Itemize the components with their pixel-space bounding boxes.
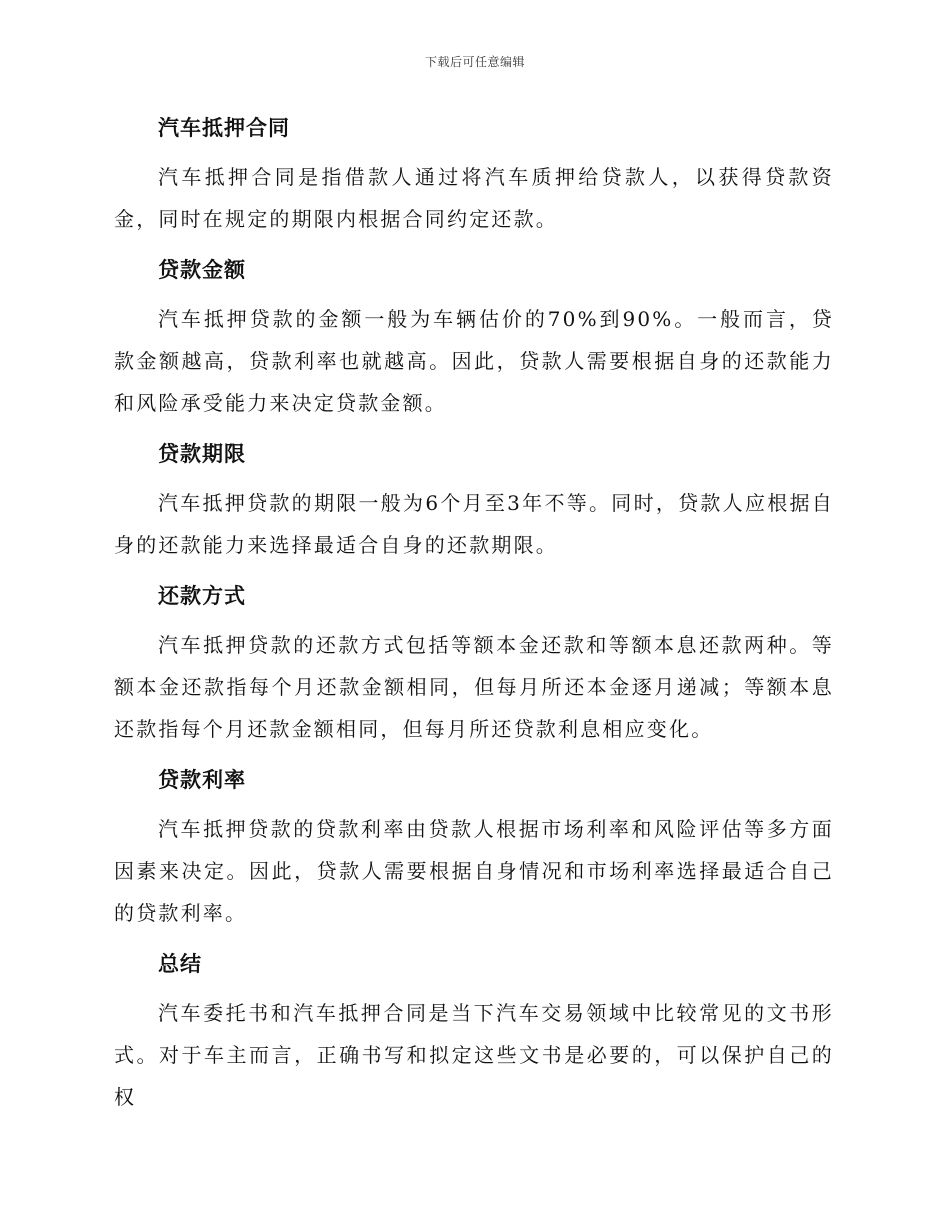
- section-heading: 总结: [158, 951, 202, 976]
- section-heading: 贷款金额: [158, 257, 246, 282]
- section-paragraph: 汽车抵押合同是指借款人通过将汽车质押给贷款人，以获得贷款资金，同时在规定的期限内根据合同约定还款。: [114, 165, 834, 231]
- section-paragraph: 汽车抵押贷款的期限一般为6个月至3年不等。同时，贷款人应根据自身的还款能力来选择最适合自身的还款期限。: [114, 491, 834, 557]
- page-header: 下载后可任意编辑: [424, 55, 525, 69]
- section-paragraph: 汽车抵押贷款的还款方式包括等额本金还款和等额本息还款两种。等额本金还款指每个月还款金额相同，但每月所还本金逐月递减；等额本息还款指每个月还款金额相同，但每月所还贷款利息相应变化。: [114, 633, 834, 741]
- section-heading: 汽车抵押合同: [158, 115, 290, 140]
- section-paragraph: 汽车抵押贷款的金额一般为车辆估价的70%到90%。一般而言，贷款金额越高，贷款利率也就越高。因此，贷款人需要根据自身的还款能力和风险承受能力来决定贷款金额。: [114, 307, 834, 415]
- section-heading: 还款方式: [158, 583, 246, 608]
- section-heading: 贷款期限: [158, 441, 246, 466]
- section-paragraph: 汽车抵押贷款的贷款利率由贷款人根据市场利率和风险评估等多方面因素来决定。因此，贷款人需要根据自身情况和市场利率选择最适合自己的贷款利率。: [114, 817, 834, 925]
- section-paragraph: 汽车委托书和汽车抵押合同是当下汽车交易领域中比较常见的文书形式。对于车主而言，正确书写和拟定这些文书是必要的，可以保护自己的权: [114, 1001, 834, 1109]
- document-body: [114, 108, 834, 1128]
- section-heading: 贷款利率: [158, 767, 246, 792]
